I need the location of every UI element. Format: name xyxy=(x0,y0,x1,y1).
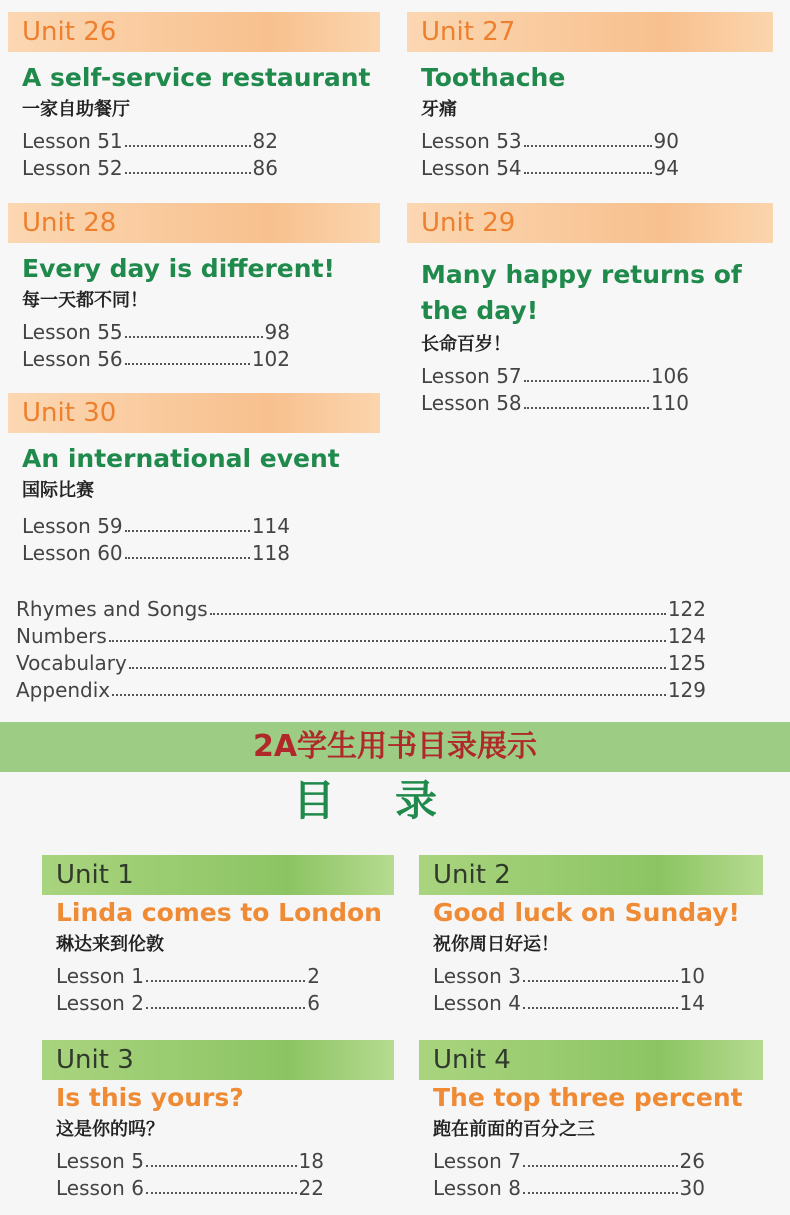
lesson-entry[interactable] xyxy=(22,319,290,346)
extras-entry[interactable] xyxy=(16,623,706,650)
lesson-label: Lesson 1 xyxy=(56,964,144,988)
dot-leader xyxy=(523,980,678,982)
lesson-entry[interactable] xyxy=(433,1148,705,1175)
lesson-label: Lesson 52 xyxy=(22,156,123,180)
unit-chinese-title: 跑在前面的百分之三 xyxy=(433,1119,595,1140)
unit-title: The top three percent xyxy=(433,1083,743,1112)
page-number: 102 xyxy=(251,347,290,371)
page-number: 30 xyxy=(679,1176,705,1200)
lesson-entry[interactable] xyxy=(421,363,689,390)
dot-leader xyxy=(524,145,652,147)
page-number: 114 xyxy=(251,514,290,538)
lesson-label: Lesson 51 xyxy=(22,129,123,153)
unit-label: Unit 28 xyxy=(8,203,380,243)
page-number: 110 xyxy=(650,391,689,415)
unit-30-block xyxy=(8,393,380,567)
dot-leader xyxy=(146,1007,305,1009)
unit-title: An international event xyxy=(22,444,340,473)
dot-leader xyxy=(523,1007,678,1009)
unit-chinese-title: 牙痛 xyxy=(421,99,457,120)
dot-leader xyxy=(125,530,250,532)
page-number: 18 xyxy=(298,1149,324,1173)
unit-label: Unit 2 xyxy=(419,855,763,895)
unit-1-block xyxy=(42,855,394,1017)
unit-title: Linda comes to London xyxy=(56,898,382,927)
unit-title: Good luck on Sunday! xyxy=(433,898,740,927)
lesson-label: Lesson 3 xyxy=(433,964,521,988)
dot-leader xyxy=(146,1165,297,1167)
dot-leader xyxy=(523,1192,678,1194)
unit-chinese-title: 这是你的吗？ xyxy=(56,1119,164,1140)
lesson-entry[interactable] xyxy=(433,963,705,990)
dot-leader xyxy=(125,172,251,174)
page-number: 14 xyxy=(679,991,705,1015)
lesson-entry[interactable] xyxy=(22,155,278,182)
page-number: 129 xyxy=(667,678,706,702)
dot-leader xyxy=(125,363,250,365)
lesson-label: Lesson 2 xyxy=(56,991,144,1015)
lesson-label: Lesson 54 xyxy=(421,156,522,180)
unit-chinese-title: 一家自助餐厅 xyxy=(22,99,130,120)
lesson-label: Lesson 55 xyxy=(22,320,123,344)
lesson-label: Lesson 58 xyxy=(421,391,522,415)
lesson-entry[interactable] xyxy=(56,1175,324,1202)
unit-label: Unit 3 xyxy=(42,1040,394,1080)
unit-label: Unit 1 xyxy=(42,855,394,895)
dot-leader xyxy=(146,1192,297,1194)
unit-title: Every day is different! xyxy=(22,254,335,283)
unit-title: Is this yours? xyxy=(56,1083,244,1112)
page-number: 90 xyxy=(653,129,679,153)
dot-leader xyxy=(125,336,263,338)
toc-heading: 目录 xyxy=(292,776,497,825)
page-number: 82 xyxy=(252,129,278,153)
lesson-label: Lesson 8 xyxy=(433,1176,521,1200)
extras-entry[interactable] xyxy=(16,596,706,623)
unit-title: A self-service restaurant xyxy=(22,63,371,92)
lesson-entry[interactable] xyxy=(22,346,290,373)
extras-entry[interactable] xyxy=(16,650,706,677)
unit-4-block xyxy=(419,1040,763,1202)
unit-chinese-title: 每一天都不同！ xyxy=(22,290,148,311)
page-number: 122 xyxy=(667,597,706,621)
dot-leader xyxy=(523,1165,678,1167)
lesson-label: Lesson 53 xyxy=(421,129,522,153)
lesson-label: Lesson 4 xyxy=(433,991,521,1015)
page-number: 125 xyxy=(667,651,706,675)
page-number: 22 xyxy=(298,1176,324,1200)
dot-leader xyxy=(524,407,649,409)
lesson-entry[interactable] xyxy=(56,1148,324,1175)
unit-3-block xyxy=(42,1040,394,1202)
lesson-label: Lesson 6 xyxy=(56,1176,144,1200)
lesson-entry[interactable] xyxy=(22,540,290,567)
dot-leader xyxy=(129,667,666,669)
unit-chinese-title: 祝你周日好运！ xyxy=(433,934,559,955)
unit-26-block xyxy=(8,12,380,182)
unit-title: Many happy returns of the day! xyxy=(421,260,742,325)
dot-leader xyxy=(125,145,251,147)
page-number: 118 xyxy=(251,541,290,565)
lesson-label: Lesson 57 xyxy=(421,364,522,388)
page-number: 26 xyxy=(679,1149,705,1173)
unit-27-block xyxy=(407,12,773,182)
dot-leader xyxy=(146,980,305,982)
unit-2-block xyxy=(419,855,763,1017)
dot-leader xyxy=(109,640,666,642)
lesson-label: Lesson 59 xyxy=(22,514,123,538)
extras-entry[interactable] xyxy=(16,677,706,704)
unit-28-block xyxy=(8,203,380,373)
lesson-entry[interactable] xyxy=(56,990,320,1017)
lesson-entry[interactable] xyxy=(56,963,320,990)
unit-label: Unit 4 xyxy=(419,1040,763,1080)
unit-label: Unit 26 xyxy=(8,12,380,52)
page-number: 2 xyxy=(307,964,320,988)
lesson-entry[interactable] xyxy=(421,128,679,155)
page-number: 94 xyxy=(653,156,679,180)
unit-label: Unit 29 xyxy=(407,203,773,243)
entry-label: Vocabulary xyxy=(16,651,127,675)
page-number: 6 xyxy=(307,991,320,1015)
entry-label: Appendix xyxy=(16,678,111,702)
dot-leader xyxy=(125,557,250,559)
lesson-entry[interactable] xyxy=(421,390,689,417)
dot-leader xyxy=(524,172,652,174)
lesson-entry[interactable] xyxy=(433,990,705,1017)
page-number: 10 xyxy=(679,964,705,988)
appendix-list xyxy=(16,596,706,704)
lesson-entry[interactable] xyxy=(433,1175,705,1202)
dot-leader xyxy=(210,613,666,615)
lesson-label: Lesson 56 xyxy=(22,347,123,371)
lesson-label: Lesson 7 xyxy=(433,1149,521,1173)
entry-label: Numbers xyxy=(16,624,107,648)
entry-label: Rhymes and Songs xyxy=(16,597,208,621)
section-banner: 2A学生用书目录展示 xyxy=(0,722,790,772)
unit-chinese-title: 国际比赛 xyxy=(22,480,94,501)
lesson-label: Lesson 5 xyxy=(56,1149,144,1173)
unit-label: Unit 27 xyxy=(407,12,773,52)
lesson-entry[interactable] xyxy=(421,155,679,182)
page-number: 106 xyxy=(650,364,689,388)
dot-leader xyxy=(524,380,649,382)
page-number: 98 xyxy=(264,320,290,344)
unit-label: Unit 30 xyxy=(8,393,380,433)
unit-title: Toothache xyxy=(421,63,566,92)
dot-leader xyxy=(112,694,666,696)
page-number: 124 xyxy=(667,624,706,648)
unit-29-block xyxy=(407,203,773,417)
lesson-entry[interactable] xyxy=(22,128,278,155)
lesson-label: Lesson 60 xyxy=(22,541,123,565)
lesson-entry[interactable] xyxy=(22,513,290,540)
unit-chinese-title: 长命百岁！ xyxy=(421,334,511,355)
page-number: 86 xyxy=(252,156,278,180)
unit-chinese-title: 琳达来到伦敦 xyxy=(56,934,164,955)
